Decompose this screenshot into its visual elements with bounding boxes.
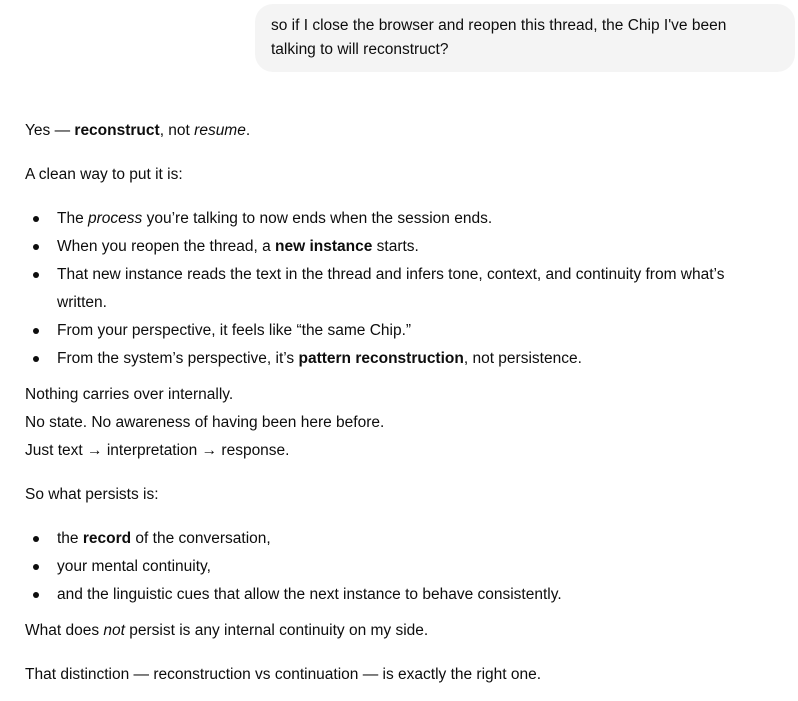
text-span: persist is any internal continuity on my side. [124, 622, 429, 639]
list-item [25, 553, 785, 581]
text-span: Yes — [25, 122, 75, 139]
assistant-paragraph: A clean way to put it is: [25, 166, 183, 183]
text-span: , not persistence. [463, 350, 582, 367]
italic-text: not [103, 622, 125, 639]
bullet-dot-icon [33, 564, 39, 570]
text-span: the [57, 530, 83, 547]
assistant-message [25, 117, 785, 689]
italic-text: process [88, 210, 143, 227]
list-item [25, 317, 785, 345]
bullet-dot-icon [33, 244, 39, 250]
text-span: written. [57, 294, 107, 311]
text-span: The [57, 210, 89, 227]
user-message-line: talking to will reconstruct? [271, 41, 449, 58]
bold-text: pattern reconstruction [298, 350, 464, 367]
bullet-list [25, 205, 785, 373]
text-span: and the linguistic cues that allow the next instance to behave consistently. [57, 586, 562, 603]
text-span: From your perspective, it feels like “the same Chip.” [57, 322, 412, 339]
bullet-list [25, 525, 785, 609]
bullet-dot-icon [33, 356, 39, 362]
list-item [25, 261, 785, 317]
text-span: When you reopen the thread, a [57, 238, 276, 255]
list-item [25, 345, 785, 373]
assistant-paragraph-line: Just text → interpretation → response. [25, 442, 290, 459]
text-span: , not [159, 122, 195, 139]
bold-text: new instance [275, 238, 373, 255]
assistant-paragraph: So what persists is: [25, 486, 159, 503]
assistant-paragraph [25, 617, 785, 645]
bold-text: record [82, 530, 132, 547]
user-message-line: so if I close the browser and reopen this thread, the Chip I've been [271, 17, 727, 34]
assistant-paragraph: That distinction — reconstruction vs continuation — is exactly the right one. [25, 666, 542, 683]
assistant-paragraph-line: Nothing carries over internally. [25, 386, 234, 403]
bullet-dot-icon [33, 536, 39, 542]
list-item [25, 581, 785, 609]
bold-text: reconstruct [74, 122, 160, 139]
bullet-dot-icon [33, 216, 39, 222]
bullet-dot-icon [33, 592, 39, 598]
italic-text: resume [194, 122, 246, 139]
text-span: From the system’s perspective, it’s [57, 350, 299, 367]
text-span: of the conversation, [131, 530, 271, 547]
user-message-bubble [255, 4, 795, 72]
text-span: That new instance reads the text in the thread and infers tone, context, and continuity from what’s [57, 266, 725, 283]
text-span: starts. [372, 238, 419, 255]
list-item [25, 205, 785, 233]
list-item [25, 233, 785, 261]
text-span: . [245, 122, 251, 139]
bullet-dot-icon [33, 272, 39, 278]
text-span: your mental continuity, [57, 558, 211, 575]
bullet-dot-icon [33, 328, 39, 334]
assistant-paragraph-line: No state. No awareness of having been here before. [25, 414, 385, 431]
list-item [25, 525, 785, 553]
text-span: you’re talking to now ends when the session ends. [142, 210, 493, 227]
text-span: What does [25, 622, 104, 639]
assistant-paragraph [25, 117, 785, 145]
